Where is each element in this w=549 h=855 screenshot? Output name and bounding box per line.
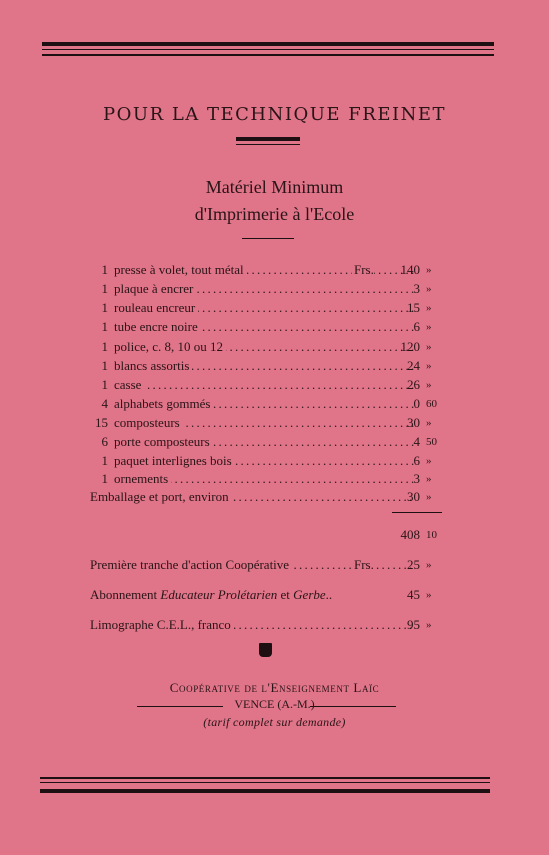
item-desc: porte composteurs . . . — [114, 433, 414, 451]
item-amount: 120 — [400, 339, 420, 354]
item-amount: 15 — [407, 300, 420, 315]
header-underline-thick — [236, 137, 300, 141]
list-item — [90, 433, 450, 451]
item-amount: 6 — [413, 453, 420, 468]
item-amount: 140 — [400, 262, 420, 277]
list-item — [90, 488, 450, 506]
item-amount: 95 — [407, 617, 420, 632]
item-qty: 15 — [95, 415, 108, 430]
item-cents: » — [426, 455, 432, 467]
item-qty: 1 — [101, 339, 108, 354]
item-qty: 1 — [101, 358, 108, 373]
item-qty: 1 — [101, 281, 108, 296]
item-cents: » — [426, 417, 432, 429]
item-cents: » — [426, 283, 432, 295]
item-amount: 3 — [413, 281, 420, 296]
list-item — [90, 338, 450, 356]
extra-item — [90, 586, 450, 604]
item-amount: 4 — [413, 434, 420, 449]
item-qty: 1 — [101, 471, 108, 486]
item-desc: blancs assortis . . . — [114, 357, 414, 375]
item-amount: 26 — [407, 377, 420, 392]
extra-item — [90, 616, 450, 634]
item-desc: Limographe C.E.L., franco . . . — [90, 616, 414, 634]
item-desc: tube encre noire . . . — [114, 318, 414, 336]
item-desc: paquet interlignes bois . . . — [114, 452, 414, 470]
currency-label: Frs. — [354, 262, 374, 277]
item-cents: » — [426, 473, 432, 485]
item-cents: » — [426, 341, 432, 353]
list-item — [90, 452, 450, 470]
list-item — [90, 261, 450, 279]
item-desc: alphabets gommés . . . — [114, 395, 414, 413]
cooperative-name: Coopérative de l'Enseignement Laïc — [169, 680, 380, 695]
item-qty: 4 — [101, 396, 108, 411]
item-qty: 1 — [101, 453, 108, 468]
item-desc: rouleau encreur . . . — [114, 299, 414, 317]
extra-item — [90, 556, 450, 574]
list-item — [90, 376, 450, 394]
item-amount: 30 — [407, 489, 420, 504]
item-desc: composteurs . . . — [114, 414, 414, 432]
title-line-2: d'Imprimerie à l'Ecole — [194, 204, 355, 224]
list-item — [90, 318, 450, 336]
item-cents: » — [426, 321, 432, 333]
title-underline — [242, 238, 294, 239]
item-cents: » — [426, 360, 432, 372]
title-line-1: Matériel Minimum — [205, 177, 344, 197]
item-desc: casse . . . — [114, 376, 414, 394]
page-header: POUR LA TECHNIQUE FREINET — [103, 104, 446, 125]
total-amount: 408 — [400, 527, 420, 542]
item-cents: » — [426, 559, 432, 571]
header-underline-thin — [236, 144, 300, 145]
item-amount: 45 — [407, 587, 420, 602]
top-rule-thin — [42, 49, 494, 50]
list-item — [90, 299, 450, 317]
list-item — [90, 357, 450, 375]
item-amount: 6 — [413, 319, 420, 334]
currency-label: Frs. — [354, 557, 374, 572]
tariff-note: (tarif complet sur demande) — [203, 715, 346, 729]
bottom-rule-thick — [40, 789, 490, 793]
list-item — [90, 470, 450, 488]
item-amount: 3 — [413, 471, 420, 486]
item-cents: 60 — [426, 398, 437, 410]
item-qty: 6 — [101, 434, 108, 449]
item-desc: Abonnement Educateur Prolétarien et Gerbe.. — [90, 586, 414, 604]
item-desc: ornements . . . — [114, 470, 414, 488]
total-rule — [392, 512, 442, 513]
item-amount: 0 — [413, 396, 420, 411]
item-amount: 25 — [407, 557, 420, 572]
total-row — [90, 526, 450, 544]
item-qty: 1 — [101, 262, 108, 277]
list-item — [90, 414, 450, 432]
bottom-rule-thin — [40, 782, 490, 783]
item-amount: 24 — [407, 358, 420, 373]
item-cents: » — [426, 302, 432, 314]
top-rule-thick — [42, 42, 494, 46]
item-cents: » — [426, 589, 432, 601]
city-label: VENCE (A.-M.) — [234, 697, 315, 711]
top-rule-medium — [42, 54, 494, 56]
list-item — [90, 280, 450, 298]
list-item — [90, 395, 450, 413]
item-cents: » — [426, 619, 432, 631]
item-amount: 30 — [407, 415, 420, 430]
bottom-rule-medium — [40, 777, 490, 779]
item-desc: plaque à encrer . . . — [114, 280, 414, 298]
item-desc: police, c. 8, 10 ou 12 . . . — [114, 338, 414, 356]
cooperative-logo-icon — [259, 643, 272, 657]
item-desc: Emballage et port, environ . . . — [90, 488, 414, 506]
total-cents: 10 — [426, 529, 437, 541]
item-desc: presse à volet, tout métal . . . — [114, 261, 414, 279]
item-cents: » — [426, 379, 432, 391]
item-qty: 1 — [101, 300, 108, 315]
item-cents: » — [426, 491, 432, 503]
item-desc: Première tranche d'action Coopérative . . . — [90, 556, 414, 574]
item-qty: 1 — [101, 377, 108, 392]
item-qty: 1 — [101, 319, 108, 334]
item-cents: » — [426, 264, 432, 276]
item-cents: 50 — [426, 436, 437, 448]
